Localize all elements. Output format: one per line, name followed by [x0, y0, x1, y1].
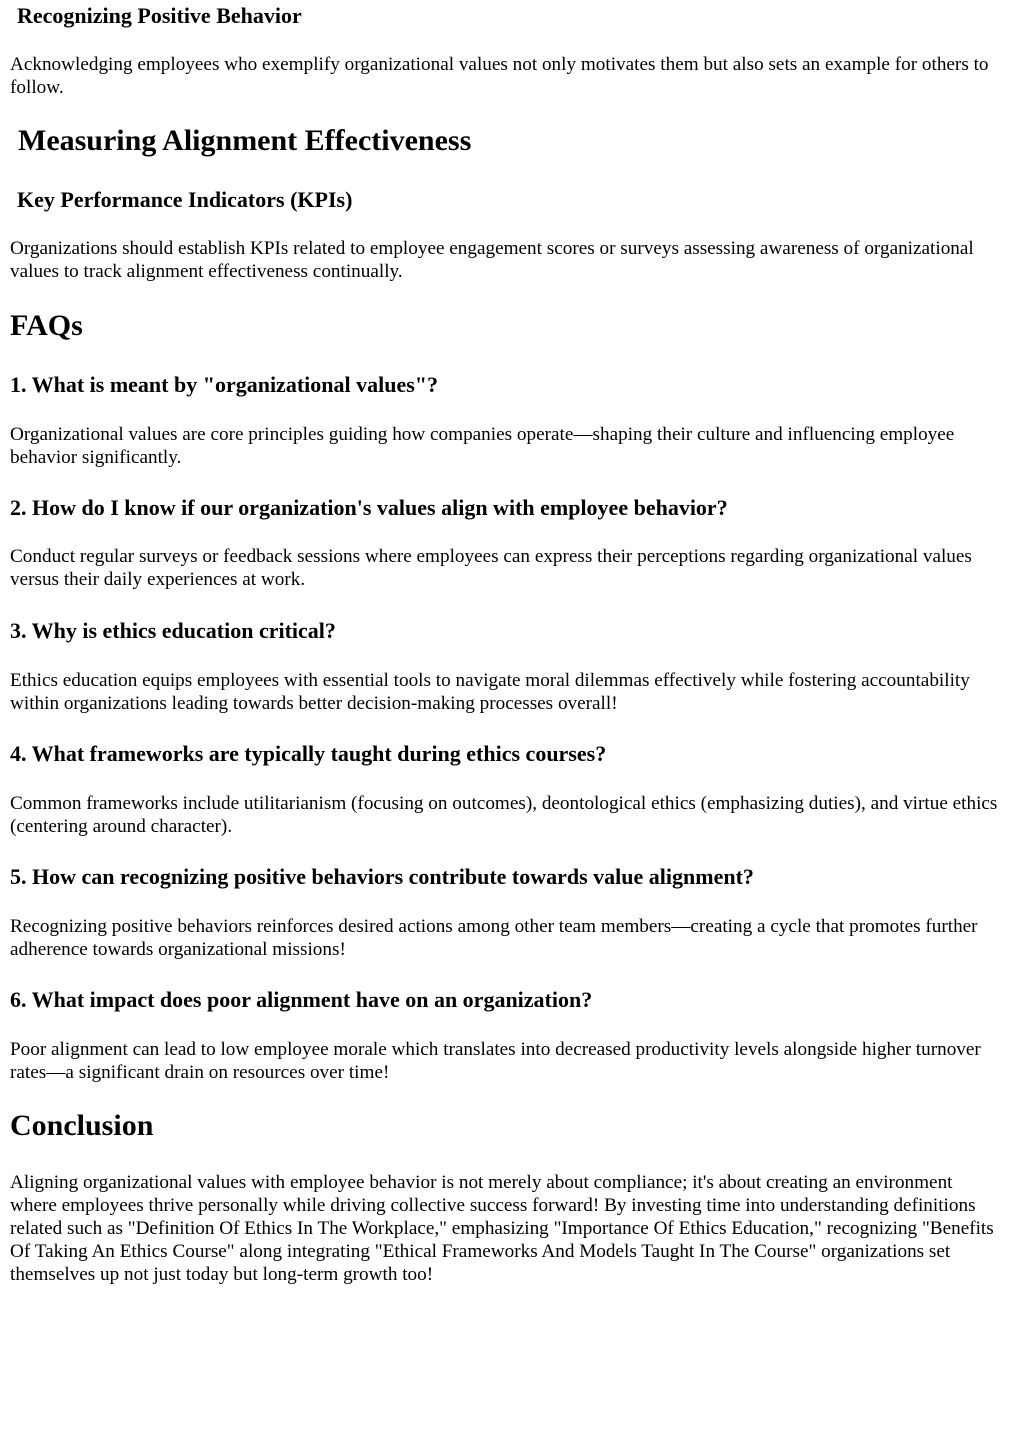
faq-answer: Recognizing positive behaviors reinforces desired actions among other team members—creating a cycle that promotes further adherence towards organizational missions!	[10, 916, 978, 960]
faq-answer: Common frameworks include utilitarianism (focusing on outcomes), deontological ethics (emphasizing duties), and virtue ethics (centering around character).	[10, 793, 998, 837]
faq-answer: Conduct regular surveys or feedback sessions where employees can express their perceptions regarding organizational values versus their daily experiences at work.	[10, 546, 972, 590]
faq-question: 3. Why is ethics education critical?	[10, 618, 336, 643]
faq-question: 5. How can recognizing positive behaviors contribute towards value alignment?	[10, 864, 754, 889]
faq-question: 1. What is meant by "organizational values"?	[10, 372, 438, 397]
recognizing-heading: Recognizing Positive Behavior	[17, 3, 302, 28]
faq-answer: Organizational values are core principles guiding how companies operate—shaping their culture and influencing employee behavior significantly.	[10, 424, 955, 468]
faq-answer: Ethics education equips employees with essential tools to navigate moral dilemmas effectively while fostering accountability within organizations leading towards better decision-making processes overall!	[10, 670, 970, 714]
conclusion-text: Aligning organizational values with employee behavior is not merely about compliance; it's about creating an environment where employees thrive personally while driving collective success forward! By investing time into understanding definitions related such as "Definition Of Ethics In The Workplace," emphasizing "Importance Of Ethics Education," recognizing "Benefits Of Taking An Ethics Course" along integrating "Ethical Frameworks And Models Taught In The Course" organizations set themselves up not just today but long-term growth too!	[10, 1172, 994, 1285]
faq-question: 6. What impact does poor alignment have on an organization?	[10, 987, 593, 1012]
kpi-heading: Key Performance Indicators (KPIs)	[17, 187, 353, 212]
faq-question: 4. What frameworks are typically taught during ethics courses?	[10, 741, 607, 766]
faqs-heading: FAQs	[10, 309, 83, 342]
recognizing-text: Acknowledging employees who exemplify organizational values not only motivates them but also sets an example for others to follow.	[10, 54, 989, 98]
conclusion-heading: Conclusion	[10, 1109, 154, 1142]
faq-question: 2. How do I know if our organization's values align with employee behavior?	[10, 495, 728, 520]
kpi-text: Organizations should establish KPIs related to employee engagement scores or surveys assessing awareness of organizational values to track alignment effectiveness continually.	[10, 238, 974, 282]
faq-answer: Poor alignment can lead to low employee morale which translates into decreased productivity levels alongside higher turnover rates—a significant drain on resources over time!	[10, 1039, 981, 1083]
measuring-heading: Measuring Alignment Effectiveness	[18, 124, 472, 157]
